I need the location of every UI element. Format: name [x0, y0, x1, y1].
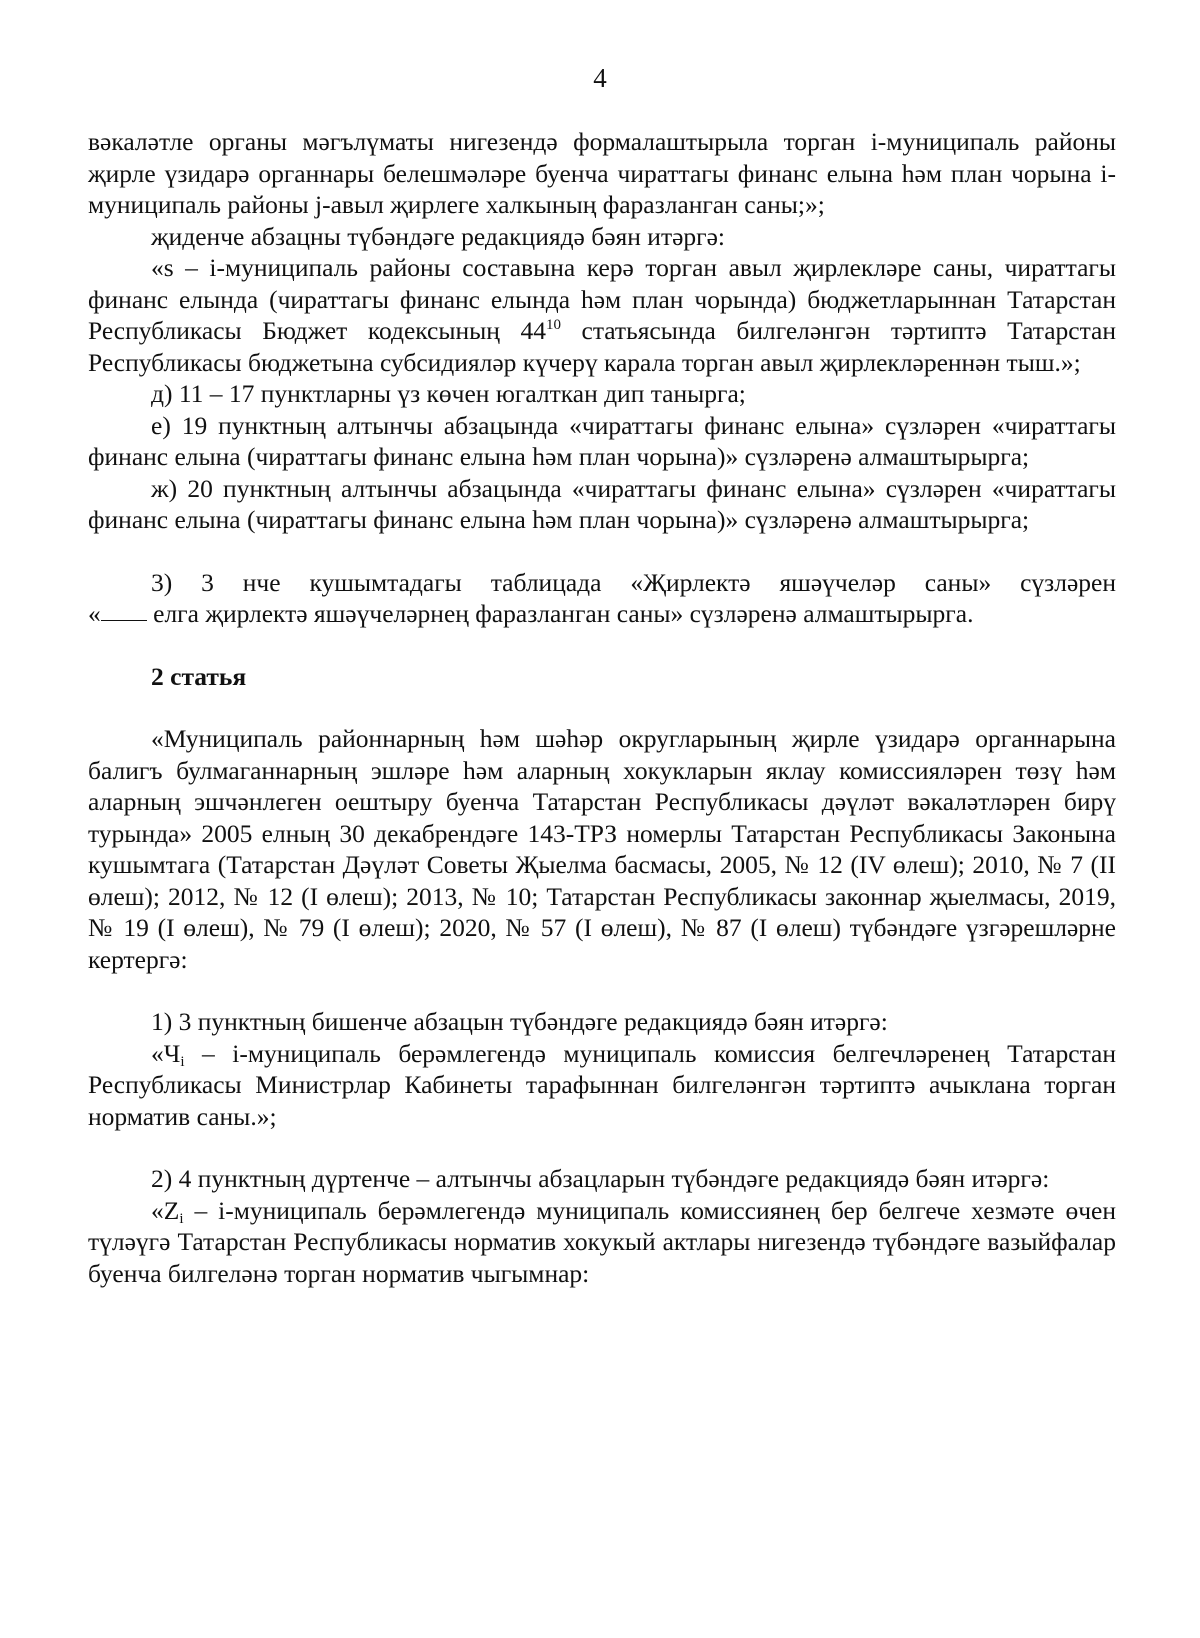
- paragraph-item-1: 1) 3 пунктның бишенче абзацын түбәндәге редакциядә бәян итәргә:: [151, 1007, 888, 1036]
- ch-subscript: i: [180, 1053, 185, 1070]
- ch-symbol: «Ч: [151, 1038, 181, 1068]
- paragraph-z-definition: [88, 1195, 1116, 1290]
- article-superscript: 10: [545, 317, 561, 333]
- z-subscript: i: [179, 1210, 184, 1227]
- ch-definition-text: – i-муниципаль берәмлегендә муниципаль комиссия белгечләренең Татарстан Республикасы Министрлар Кабинеты тарафыннан билгеләнгән тәртиптә ачыклана торган норматив саны.»;: [88, 1038, 1116, 1131]
- item-3-text: 3) 3 нче кушымтадагы таблицада «Җирлектә яшәүчеләр саны» сүзләрен: [151, 567, 1116, 597]
- paragraph-item-2: 2) 4 пунктның дүртенче – алтынчы абзацларын түбәндәге редакциядә бәян итәргә:: [151, 1164, 1050, 1193]
- paragraph-s-definition: [88, 252, 1116, 378]
- article-heading: 2 статья: [151, 661, 247, 691]
- z-definition-text: – i-муниципаль берәмлегендә муниципаль комиссиянең бер белгече хезмәте өчен түләүгә Татарстан Республикасы норматив хокукый актлары нигезендә түбәндәге вазыйфалар буенча билгеләнә торган норматив чыгымнар:: [88, 1195, 1116, 1288]
- item-3-open-quote: «: [88, 599, 101, 628]
- paragraph-ch-definition: [88, 1038, 1116, 1133]
- paragraph-item-3-line2: [88, 598, 1116, 630]
- paragraph-item-3-line1: [88, 567, 1116, 599]
- s-definition-text-cont: статьясында билгеләнгән тәртиптә Татарстан Республикасы бюджетына субсидияләр күчерү карала торган авыл җирлекләреннән тыш.»;: [88, 316, 1116, 377]
- paragraph-item-d: д) 11 – 17 пунктларны үз көчен югалткан дип танырга;: [151, 379, 746, 408]
- document-body: [88, 126, 1116, 1289]
- page-number: 4: [593, 63, 607, 93]
- year-blank-line: [101, 619, 147, 621]
- paragraph-law-reference: «Муниципаль районнарның һәм шәһәр округларының җирле үзидарә органнарына балигъ булмаганнарның эшләре һәм аларның хокукларын яклау комиссияләрен төзү һәм аларның эшчәнлеген оештыру буенча Татарстан Республикасы дәүләт вәкаләтләрен бирү турында» 2005 елның 30 декабрендәге 143-ТРЗ номерлы Татарстан Республикасы Законына кушымтага (Татарстан Дәүләт Советы Җыелма басмасы, 2005, № 12 (IV өлеш); 2010, № 7 (II өлеш); 2012, № 12 (I өлеш); 2013, № 10; Татарстан Республикасы законнар җыелмасы, 2019, № 19 (I өлеш), № 79 (I өлеш); 2020, № 57 (I өлеш), № 87 (I өлеш) түбәндәге үзгәрешләрне кертергә:: [88, 724, 1116, 974]
- paragraph-item-e: е) 19 пунктның алтынчы абзацында «чираттагы финанс елына» сүзләрен «чираттагы финанс елына (чираттагы финанс елына һәм план чорына)» сүзләренә алмаштырырга;: [88, 410, 1116, 471]
- item-3-text-cont: елга җирлектә яшәүчеләрнең фаразланган саны» сүзләренә алмаштырырга.: [146, 599, 974, 628]
- paragraph-continuation: вәкаләтле органы мәгълүматы нигезендә формалаштырыла торган i-муниципаль районы җирле үзидарә органнары белешмәләре буенча чираттагы финанс елына һәм план чорына i-муниципаль районы j-авыл җирлеге халкының фаразланган саны;»;: [88, 127, 1116, 219]
- paragraph-seventh-abzats: җиденче абзацны түбәндәге редакциядә бәян итәргә:: [151, 221, 726, 251]
- z-symbol: «Z: [151, 1195, 180, 1225]
- s-definition-text: «s – i-муниципаль районы составына керә торган авыл җирлекләре саны, чираттагы финанс елында (чираттагы финанс елында һәм план чорында) бюджетларыннан Татарстан Республикасы Бюджет кодексының 44: [88, 253, 1116, 345]
- paragraph-item-zh: ж) 20 пунктның алтынчы абзацында «чираттагы финанс елына» сүзләрен «чираттагы финанс елына (чираттагы финанс елына һәм план чорына)» сүзләренә алмаштырырга;: [88, 473, 1116, 534]
